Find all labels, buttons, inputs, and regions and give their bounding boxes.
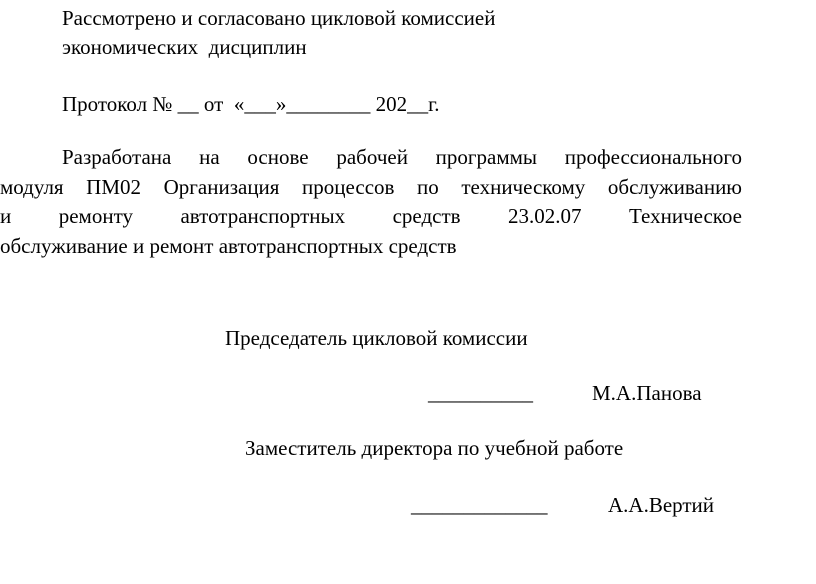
chair-name: М.А.Панова: [592, 381, 702, 405]
chair-signature-line: __________: [428, 381, 533, 405]
description-line-2: модуля ПМ02 Организация процессов по техническому обслуживанию: [0, 174, 742, 199]
description-paragraph: [0, 143, 742, 261]
deputy-name: А.А.Вертий: [608, 493, 715, 517]
deputy-title: Заместитель директора по учебной работе: [245, 436, 624, 460]
chair-title: Председатель цикловой комиссии: [225, 326, 528, 350]
protocol-line: Протокол № __ от «___»________ 202__г.: [62, 92, 440, 116]
approval-line-1: Рассмотрено и согласовано цикловой комиссией: [62, 6, 496, 30]
description-line-1: Разработана на основе рабочей программы профессионального: [62, 145, 742, 169]
description-line-4: обслуживание и ремонт автотранспортных средств: [0, 233, 457, 258]
approval-line-2: экономических дисциплин: [62, 35, 307, 59]
description-line-3: и ремонту автотранспортных средств 23.02.07 Техническое: [0, 204, 742, 228]
deputy-signature-line: _____________: [411, 493, 548, 517]
